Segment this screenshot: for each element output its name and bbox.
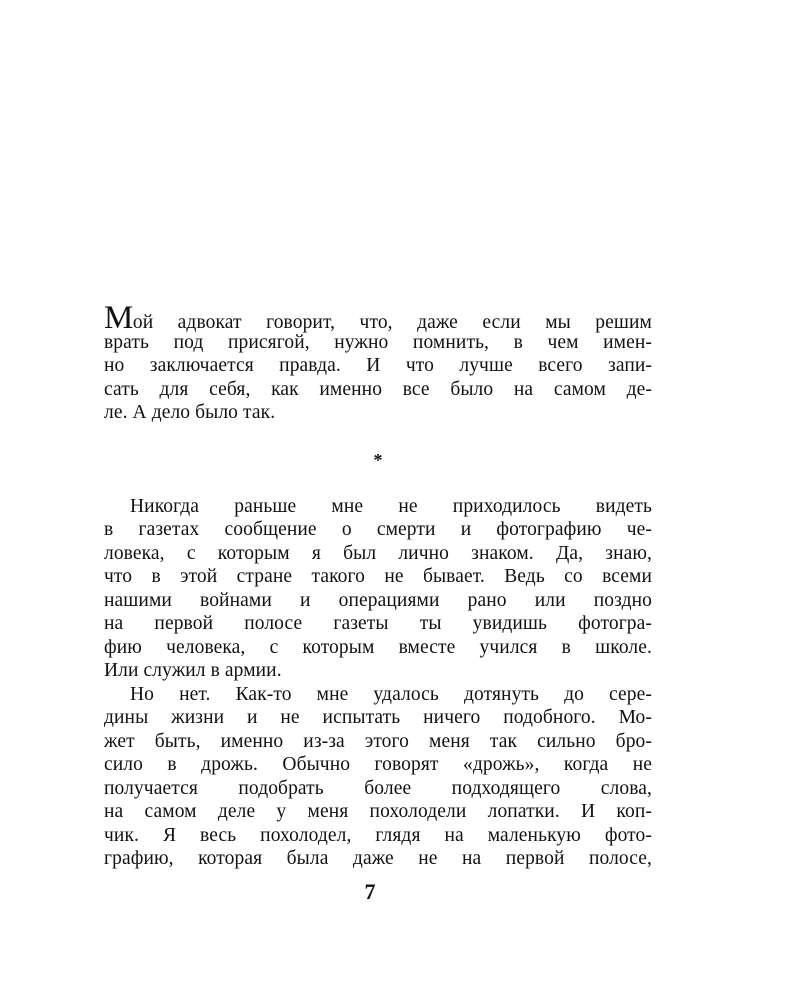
- page-number: 7: [364, 879, 376, 904]
- opening-line-5: ле. А дело было так.: [104, 402, 276, 423]
- opening-paragraph: [104, 300, 652, 425]
- paragraph-1-line-8: Или служил в армии.: [104, 660, 282, 681]
- paragraph-1-line-5: нашими войнами и операциями рано или поздно: [104, 589, 652, 611]
- paragraph-2-line-5: получается подобрать более подходящего слова,: [104, 777, 652, 799]
- paragraph-1-line-4: что в этой стране такого не бывает. Ведь со всеми: [104, 566, 652, 587]
- opening-line-3: но заключается правда. И что лучше всего запи-: [104, 355, 652, 376]
- drop-cap: М: [104, 300, 133, 336]
- paragraph-2-line-2: дины жизни и не испытать ничего подобного. Мо-: [104, 707, 652, 728]
- paragraph-1-line-6: на первой полосе газеты ты увидишь фотогра-: [104, 613, 652, 634]
- section-separator: *: [373, 449, 383, 470]
- paragraph-1: [104, 495, 652, 683]
- paragraph-2-line-3: жет быть, именно из-за этого меня так сильно бро-: [104, 730, 652, 752]
- page-text: [104, 300, 652, 871]
- paragraph-2-line-6: на самом деле у меня похолодели лопатки. И коп-: [104, 801, 652, 822]
- paragraph-1-line-1: Никогда раньше мне не приходилось видеть: [130, 495, 652, 517]
- opening-line-2: врать под присягой, нужно помнить, в чем имен-: [104, 331, 652, 353]
- paragraph-2-line-7: чик. Я весь похолодел, глядя на маленькую фото-: [104, 824, 652, 846]
- paragraph-2-line-1: Но нет. Как-то мне удалось дотянуть до сере-: [130, 683, 652, 705]
- paragraph-1-line-7: фию человека, с которым вместе учился в школе.: [104, 636, 652, 658]
- paragraph-1-line-2: в газетах сообщение о смерти и фотографию че-: [104, 519, 652, 540]
- paragraph-2-line-4: сило в дрожь. Обычно говорят «дрожь», когда не: [104, 754, 652, 775]
- paragraph-2-line-8: графию, которая была даже не на первой полосе,: [104, 848, 652, 869]
- paragraph-1-line-3: ловека, с которым я был лично знаком. Да, знаю,: [104, 542, 652, 564]
- opening-line-1: Мой адвокат говорит, что, даже если мы решим: [104, 300, 652, 336]
- opening-line-4: сать для себя, как именно все было на самом де-: [104, 378, 652, 400]
- paragraph-2: [104, 683, 652, 871]
